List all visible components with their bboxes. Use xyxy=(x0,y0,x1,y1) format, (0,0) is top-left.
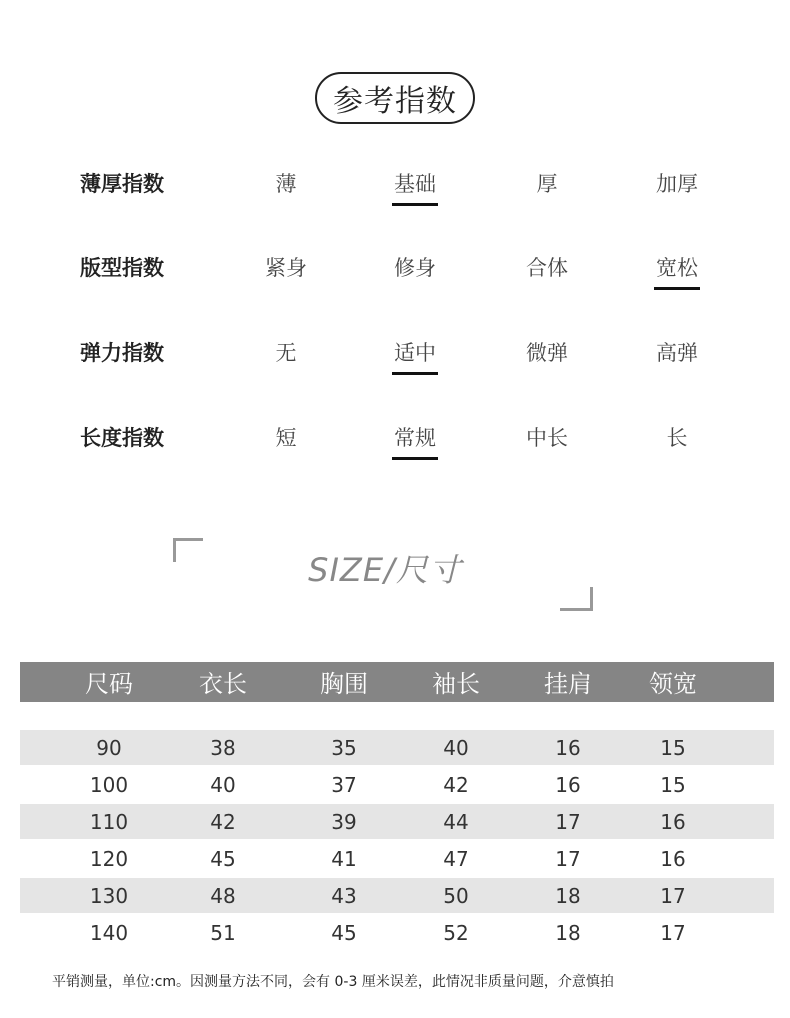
index-row xyxy=(0,418,790,458)
table-cell: 47 xyxy=(443,847,469,871)
index-option-selected xyxy=(375,418,455,458)
table-cell: 18 xyxy=(555,921,581,945)
table-cell: 42 xyxy=(443,773,469,797)
table-header-cell: 尺码 xyxy=(85,670,133,698)
index-option-selected xyxy=(637,248,717,288)
table-cell: 44 xyxy=(443,810,469,834)
table-cell: 120 xyxy=(89,847,129,871)
table-cell: 17 xyxy=(660,884,686,908)
table-cell: 48 xyxy=(210,884,236,908)
table-cell: 38 xyxy=(210,736,236,760)
table-row xyxy=(20,878,774,913)
index-option xyxy=(246,164,326,204)
table-cell: 41 xyxy=(331,847,357,871)
index-option xyxy=(507,248,587,288)
table-cell: 45 xyxy=(331,921,357,945)
table-cell: 110 xyxy=(89,810,129,834)
index-row xyxy=(0,248,790,288)
index-option xyxy=(246,333,326,373)
index-row xyxy=(0,164,790,204)
table-cell: 18 xyxy=(555,884,581,908)
index-option xyxy=(507,333,587,373)
table-row xyxy=(20,730,774,765)
table-cell: 16 xyxy=(660,847,686,871)
table-row xyxy=(20,767,774,802)
index-option-label: 适中 xyxy=(392,333,438,373)
table-cell: 51 xyxy=(210,921,236,945)
index-option-label: 基础 xyxy=(392,164,438,204)
table-cell: 45 xyxy=(210,847,236,871)
table-header-cell: 袖长 xyxy=(432,670,480,698)
index-option-label: 宽松 xyxy=(654,248,700,288)
table-cell: 37 xyxy=(331,773,357,797)
table-cell: 90 xyxy=(96,736,122,760)
index-option xyxy=(246,248,326,288)
index-label: 长度指数 xyxy=(80,426,164,450)
table-header-cell: 衣长 xyxy=(199,670,247,698)
table-cell: 52 xyxy=(443,921,469,945)
table-row xyxy=(20,804,774,839)
table-row xyxy=(20,841,774,876)
table-cell: 17 xyxy=(660,921,686,945)
index-option xyxy=(507,418,587,458)
index-label: 版型指数 xyxy=(80,256,164,280)
index-option-label: 常规 xyxy=(392,418,438,458)
table-cell: 40 xyxy=(443,736,469,760)
measurement-note: 平销测量，单位:cm。因测量方法不同，会有 0-3 厘米误差，此情况非质量问题，介意慎拍 xyxy=(52,974,614,990)
table-cell: 42 xyxy=(210,810,236,834)
index-option-label: 厚 xyxy=(536,172,558,196)
size-table-header xyxy=(20,662,774,702)
index-option xyxy=(507,164,587,204)
table-cell: 39 xyxy=(331,810,357,834)
index-option-label: 微弹 xyxy=(526,341,568,365)
size-title: SIZE/尺寸 xyxy=(308,551,462,589)
index-option xyxy=(246,418,326,458)
table-cell: 16 xyxy=(555,736,581,760)
index-label: 弹力指数 xyxy=(80,341,164,365)
index-option xyxy=(375,248,455,288)
index-option-label: 中长 xyxy=(526,426,568,450)
index-option-label: 无 xyxy=(275,341,297,365)
table-header-cell: 挂肩 xyxy=(544,670,592,698)
reference-index-title: 参考指数 xyxy=(315,72,475,124)
table-cell: 40 xyxy=(210,773,236,797)
index-label: 薄厚指数 xyxy=(80,172,164,196)
index-option-selected xyxy=(375,333,455,373)
index-option-label: 合体 xyxy=(526,256,568,280)
table-header-cell: 胸围 xyxy=(320,670,368,698)
table-cell: 130 xyxy=(89,884,129,908)
table-header-cell: 领宽 xyxy=(649,670,697,698)
index-option-label: 薄 xyxy=(275,172,297,196)
index-option xyxy=(637,333,717,373)
table-cell: 35 xyxy=(331,736,357,760)
index-option xyxy=(637,164,717,204)
index-option-label: 紧身 xyxy=(265,256,307,280)
table-cell: 15 xyxy=(660,736,686,760)
table-cell: 50 xyxy=(443,884,469,908)
table-cell: 43 xyxy=(331,884,357,908)
index-option-label: 高弹 xyxy=(656,341,698,365)
index-row xyxy=(0,333,790,373)
table-cell: 15 xyxy=(660,773,686,797)
index-option xyxy=(637,418,717,458)
bracket-top-left-decoration xyxy=(173,538,203,562)
table-row xyxy=(20,915,774,950)
table-cell: 100 xyxy=(89,773,129,797)
index-option-label: 修身 xyxy=(394,256,436,280)
index-option-label: 加厚 xyxy=(656,172,698,196)
index-option-selected xyxy=(375,164,455,204)
index-option-label: 长 xyxy=(666,426,688,450)
index-option-label: 短 xyxy=(275,426,297,450)
table-cell: 17 xyxy=(555,847,581,871)
bracket-bottom-right-decoration xyxy=(560,587,593,611)
table-cell: 17 xyxy=(555,810,581,834)
table-cell: 16 xyxy=(555,773,581,797)
table-cell: 16 xyxy=(660,810,686,834)
table-cell: 140 xyxy=(89,921,129,945)
